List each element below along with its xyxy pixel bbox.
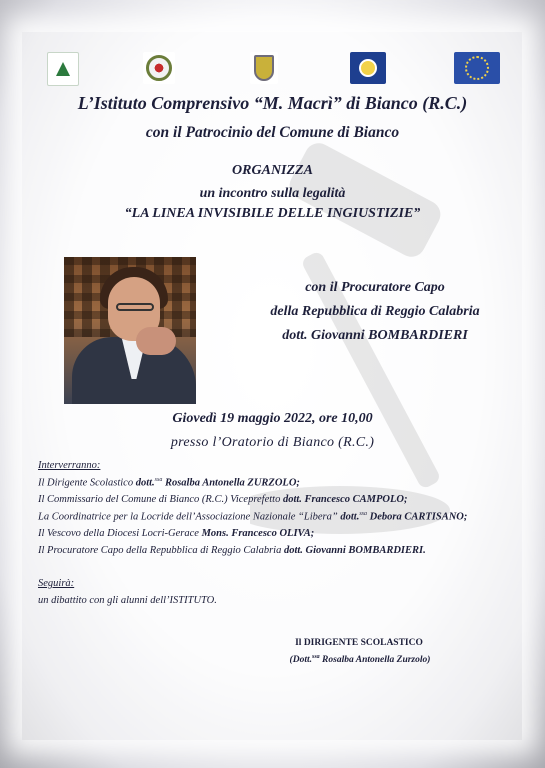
region-logo-icon (350, 52, 386, 84)
follow-text: un dibattito con gli alunni dell’ISTITUTO. (38, 595, 217, 606)
logo-strip (0, 52, 545, 88)
eu-flag-icon (454, 52, 500, 84)
event-place: presso l’Oratorio di Bianco (R.C.) (170, 435, 375, 450)
signature-role: Il DIRIGENTE SCOLASTICO (295, 638, 423, 648)
speaker-item: Il Vescovo della Diocesi Locri-Gerace Mons. Francesco OLIVA; (38, 528, 315, 539)
speaker-item: Il Commissario del Comune di Bianco (R.C.) Viceprefetto dott. Francesco CAMPOLO; (38, 494, 408, 505)
patronage-line: con il Patrocinio del Comune di Bianco (145, 124, 400, 141)
event-date: Giovedì 19 maggio 2022, ore 10,00 (172, 411, 373, 426)
guest-photo (64, 257, 196, 404)
event-title: “LA LINEA INVISIBILE DELLE INGIUSTIZIE” (124, 206, 421, 221)
speakers-heading: Interverranno: (38, 460, 101, 471)
guest-line-1: con il Procuratore Capo (305, 280, 445, 295)
speaker-item: Il Dirigente Scolastico dott.$^{ssa}$ Rosalba Antonella ZURZOLO; (38, 477, 300, 489)
guest-line-3: dott. Giovanni BOMBARDIERI (282, 328, 468, 343)
speaker-item: Il Procuratore Capo della Repubblica di Reggio Calabria dott. Giovanni BOMBARDIERI. (38, 545, 426, 556)
event-subtitle: un incontro sulla legalità (199, 186, 346, 201)
school-logo-icon (47, 52, 79, 86)
follow-heading: Seguirà: (38, 578, 75, 589)
speaker-item: La Coordinatrice per la Locride dell’Associazione Nazionale “Libera” dott.$^{ssa}$ Debora CARTISANO; (38, 511, 468, 523)
institute-title: L’Istituto Comprensivo “M. Macrì” di Bianco (R.C.) (77, 93, 468, 113)
comune-crest-icon (250, 52, 278, 84)
italian-republic-emblem-icon (143, 52, 175, 84)
signature-name: (Dott.$^{ssa}$ Rosalba Antonella Zurzolo) (289, 654, 431, 666)
guest-line-2: della Repubblica di Reggio Calabria (270, 304, 480, 319)
organizza-heading: ORGANIZZA (232, 163, 313, 178)
